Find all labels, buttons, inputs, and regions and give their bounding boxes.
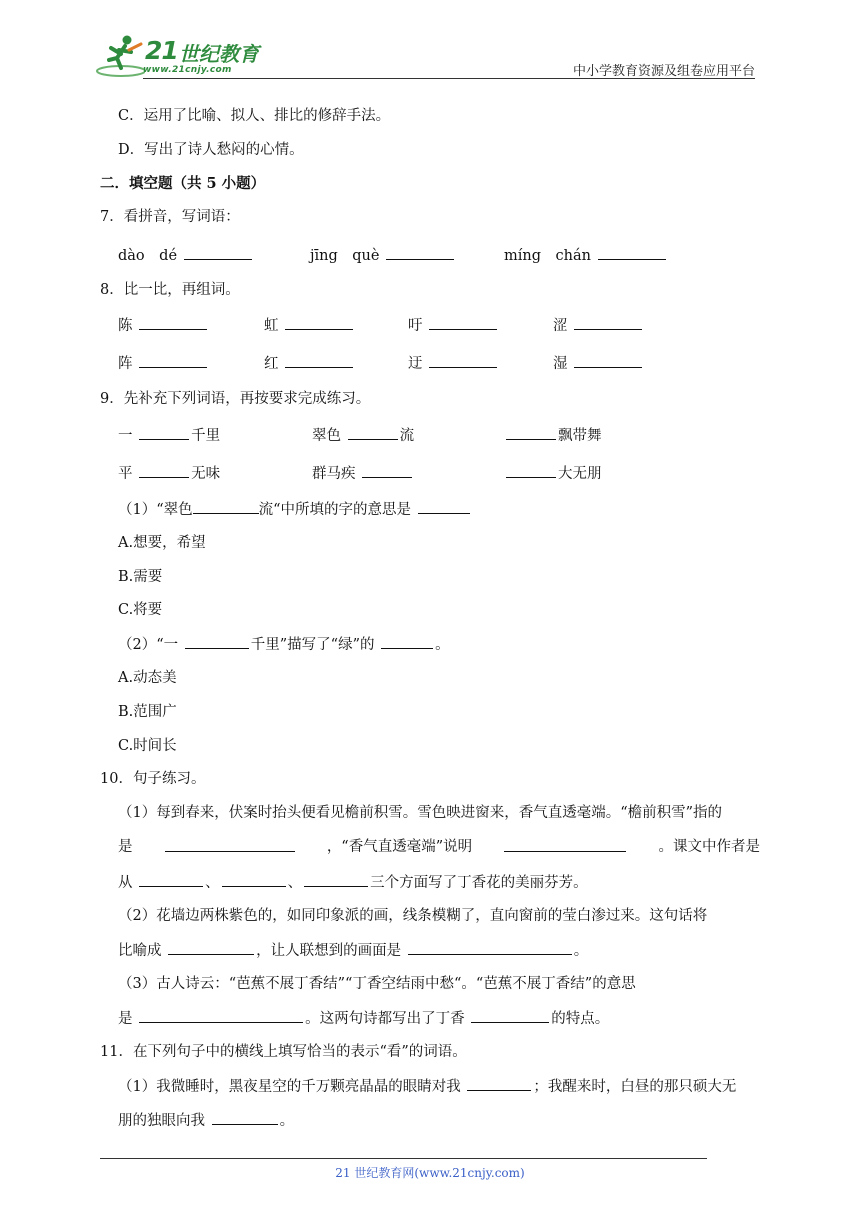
sentence-text: 、 bbox=[205, 875, 220, 891]
answer-blank[interactable] bbox=[168, 940, 254, 955]
answer-blank[interactable] bbox=[139, 463, 189, 478]
page-header bbox=[95, 30, 755, 80]
question-7-title: 7．看拼音，写词语： bbox=[100, 209, 240, 225]
answer-blank[interactable] bbox=[471, 1008, 549, 1023]
sentence-text: 是 bbox=[118, 1011, 133, 1027]
sentence-text: 是 bbox=[118, 839, 133, 855]
char-label: 迂 bbox=[408, 356, 423, 372]
char-label: 红 bbox=[264, 356, 279, 372]
answer-blank[interactable] bbox=[185, 634, 249, 649]
answer-blank[interactable] bbox=[429, 353, 497, 368]
logo-number: 21 bbox=[145, 36, 178, 65]
answer-blank[interactable] bbox=[381, 634, 433, 649]
answer-blank[interactable] bbox=[285, 353, 353, 368]
answer-blank[interactable] bbox=[362, 463, 412, 478]
sentence-text: 。课文中作者是 bbox=[658, 839, 760, 855]
answer-blank[interactable] bbox=[348, 425, 398, 440]
sub-question-text: 。 bbox=[435, 637, 450, 653]
header-divider bbox=[143, 78, 755, 79]
q8-row2-item bbox=[553, 353, 644, 374]
q8-row1-item bbox=[408, 315, 499, 336]
q10-s1-line2 bbox=[118, 837, 760, 857]
q7-item-2 bbox=[310, 245, 456, 266]
sentence-text: （1）我微睡时，黑夜星空的千万颗亮晶晶的眼睛对我 bbox=[118, 1079, 461, 1095]
word-prefix: 一 bbox=[118, 428, 133, 444]
answer-blank[interactable] bbox=[598, 245, 666, 260]
q9-word-item bbox=[312, 425, 414, 446]
q8-row1-item bbox=[553, 315, 644, 336]
sentence-text: 比喻成 bbox=[118, 943, 162, 959]
q11-s1-line2 bbox=[118, 1110, 294, 1131]
question-10-title: 10．句子练习。 bbox=[100, 771, 206, 787]
answer-blank[interactable] bbox=[506, 425, 556, 440]
pinyin-label: míng chán bbox=[504, 248, 591, 264]
q10-s1-line1: （1）每到春来，伏案时抬头便看见檐前积雪。雪色映进窗来，香气直透毫端。“檐前积雪”指的 bbox=[118, 805, 723, 821]
q8-row2-item bbox=[118, 353, 209, 374]
q10-s3-line2 bbox=[118, 1008, 609, 1029]
choice-option[interactable]: A.想要，希望 bbox=[118, 535, 206, 551]
answer-blank[interactable] bbox=[139, 1008, 303, 1023]
pinyin-label: jīng què bbox=[310, 248, 380, 264]
word-suffix: 大无朋 bbox=[558, 466, 602, 482]
sentence-text: 朋的独眼向我 bbox=[118, 1113, 205, 1129]
sentence-text: 。这两句诗都写出了丁香 bbox=[305, 1011, 465, 1027]
q10-s3-line1: （3）古人诗云：“芭蕉不展丁香结”“丁香空结雨中愁“。“芭蕉不展丁香结”的意思 bbox=[118, 976, 636, 992]
word-suffix: 无味 bbox=[191, 466, 221, 482]
word-suffix: 千里 bbox=[191, 428, 221, 444]
sentence-text: ，“香气直透毫端”说明 bbox=[326, 839, 473, 855]
q8-row1-item bbox=[264, 315, 355, 336]
answer-blank[interactable] bbox=[212, 1110, 278, 1125]
q9-word-item bbox=[312, 463, 414, 484]
sub-question-text: 千里”描写了“绿”的 bbox=[250, 637, 375, 653]
char-label: 阵 bbox=[118, 356, 133, 372]
q6-option-c: C．运用了比喻、拟人、排比的修辞手法。 bbox=[118, 108, 391, 124]
answer-blank[interactable] bbox=[467, 1076, 531, 1091]
answer-blank[interactable] bbox=[165, 837, 295, 852]
q9-word-item bbox=[118, 425, 220, 446]
answer-blank[interactable] bbox=[139, 315, 207, 330]
char-label: 吁 bbox=[408, 318, 423, 334]
sub-question-text: （1）“翠色 bbox=[118, 502, 193, 518]
q8-row2-item bbox=[264, 353, 355, 374]
word-suffix: 流 bbox=[399, 428, 415, 444]
footer-link[interactable]: 21 世纪教育网(www.21cnjy.com) bbox=[335, 1166, 525, 1180]
logo-text: 世纪教育 bbox=[179, 42, 259, 66]
q10-s2-line1: （2）花墙边两株紫色的，如同印象派的画，线条模糊了，直向窗前的莹白渗过来。这句话将 bbox=[118, 908, 708, 924]
sentence-text: ，让人联想到的画面是 bbox=[256, 943, 402, 959]
answer-blank[interactable] bbox=[285, 315, 353, 330]
question-9-title: 9．先补充下列词语，再按要求完成练习。 bbox=[100, 391, 371, 407]
char-label: 陈 bbox=[118, 318, 133, 334]
answer-blank[interactable] bbox=[222, 872, 286, 887]
q9-word-item bbox=[504, 425, 602, 446]
word-suffix: 飘带舞 bbox=[558, 428, 602, 444]
header-platform-text: 中小学教育资源及组卷应用平台 bbox=[572, 64, 755, 79]
choice-option[interactable]: C.时间长 bbox=[118, 738, 177, 754]
sub-question-text: 流“中所填的字的意思是 bbox=[258, 502, 412, 518]
choice-option[interactable]: B.范围广 bbox=[118, 704, 177, 720]
char-label: 涩 bbox=[553, 318, 568, 334]
q9-word-item bbox=[118, 463, 220, 484]
sentence-text: 。 bbox=[573, 943, 589, 959]
logo-url: www.21cnjy.com bbox=[143, 65, 232, 75]
sentence-text: 。 bbox=[279, 1113, 295, 1129]
answer-blank[interactable] bbox=[139, 353, 207, 368]
q10-s2-line2 bbox=[118, 940, 588, 961]
sentence-text: 的特点。 bbox=[551, 1011, 610, 1027]
word-prefix: 翠色 bbox=[312, 428, 341, 444]
q9-sub2 bbox=[118, 634, 450, 655]
choice-option[interactable]: C.将要 bbox=[118, 602, 163, 618]
question-8-title: 8．比一比，再组词。 bbox=[100, 282, 240, 298]
q10-s1-line3 bbox=[118, 872, 588, 893]
q6-option-d: D．写出了诗人愁闷的心情。 bbox=[118, 142, 304, 158]
word-prefix: 群马疾 bbox=[312, 466, 356, 482]
answer-blank[interactable] bbox=[304, 872, 368, 887]
q8-row1-item bbox=[118, 315, 209, 336]
word-prefix: 平 bbox=[118, 466, 133, 482]
site-logo[interactable] bbox=[95, 32, 265, 78]
answer-blank[interactable] bbox=[504, 837, 626, 852]
sentence-text: 、 bbox=[287, 875, 303, 891]
answer-blank[interactable] bbox=[418, 499, 470, 514]
sentence-text: 从 bbox=[118, 875, 133, 891]
runner-logo-icon bbox=[95, 32, 145, 78]
sentence-text: ；我醒来时，白昼的那只硕大无 bbox=[533, 1079, 737, 1095]
answer-blank[interactable] bbox=[184, 245, 252, 260]
q9-sub1 bbox=[118, 499, 472, 520]
footer-divider bbox=[100, 1158, 707, 1159]
answer-blank[interactable] bbox=[139, 425, 189, 440]
section-title: 二．填空题（共 5 小题） bbox=[100, 175, 266, 192]
char-label: 虹 bbox=[264, 318, 279, 334]
answer-blank[interactable] bbox=[193, 499, 259, 514]
sentence-text: 三个方面写了丁香花的美丽芬芳。 bbox=[370, 875, 588, 891]
q7-item-3 bbox=[504, 245, 668, 266]
sub-question-text: （2）“一 bbox=[118, 637, 179, 653]
question-11-title: 11．在下列句子中的横线上填写恰当的表示“看”的词语。 bbox=[100, 1044, 467, 1060]
q11-s1-line1 bbox=[118, 1076, 736, 1097]
char-label: 湿 bbox=[553, 356, 568, 372]
choice-option[interactable]: B.需要 bbox=[118, 569, 163, 585]
answer-blank[interactable] bbox=[386, 245, 454, 260]
answer-blank[interactable] bbox=[408, 940, 572, 955]
q9-word-item bbox=[504, 463, 602, 484]
q8-row2-item bbox=[408, 353, 499, 374]
answer-blank[interactable] bbox=[429, 315, 497, 330]
answer-blank[interactable] bbox=[574, 353, 642, 368]
q7-item-1 bbox=[118, 245, 254, 266]
pinyin-label: dào dé bbox=[118, 248, 178, 264]
answer-blank[interactable] bbox=[139, 872, 203, 887]
answer-blank[interactable] bbox=[506, 463, 556, 478]
choice-option[interactable]: A.动态美 bbox=[118, 670, 177, 686]
answer-blank[interactable] bbox=[574, 315, 642, 330]
